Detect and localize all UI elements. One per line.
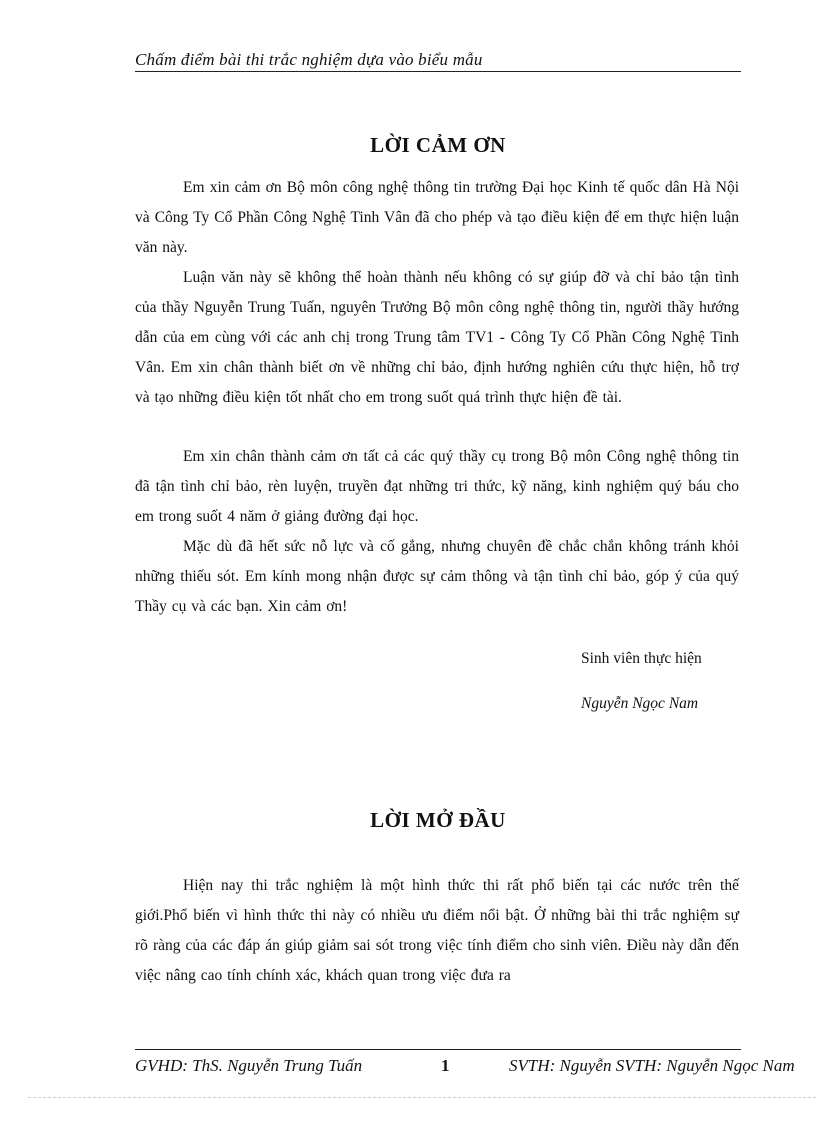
- introduction-paragraph-1: [135, 871, 739, 991]
- introduction-heading: LỜI MỞ ĐẦU: [370, 808, 506, 832]
- acknowledgement-paragraph-4: [135, 532, 739, 622]
- footer-student: SVTH: Nguyễn SVTH: Nguyễn Ngọc Nam: [509, 1056, 795, 1075]
- footer-advisor: GVHD: ThS. Nguyễn Trung Tuấn: [135, 1056, 363, 1075]
- running-header: Chấm điểm bài thi trắc nghiệm dựa vào biểu mẫu: [135, 50, 741, 72]
- paragraph-text: Em xin chân thành cảm ơn tất cả các quý thầy cụ trong Bộ môn Công nghệ thông tin đã tận tình chỉ bảo, rèn luyện, truyền đạt những tri thức, kỹ năng, kinh nghiệm quý báu cho em trong suốt 4 năm ở giảng đường đại học.: [135, 448, 739, 525]
- signature-name: Nguyễn Ngọc Nam: [581, 695, 699, 712]
- paragraph-text: Hiện nay thi trắc nghiệm là một hình thức thi rất phổ biến tại các nước trên thế giới.Phổ biến vì hình thức thi này có nhiều ưu điểm nổi bật. Ở những bài thi trắc nghiệm sự rõ ràng của các đáp án giúp giảm sai sót trong việc tính điểm cho sinh viên. Điều này dẫn đến việc nâng cao tính chính xác, khách quan trong việc đưa ra: [135, 877, 739, 984]
- footer-divider: [135, 1049, 741, 1050]
- paragraph-text: Em xin cảm ơn Bộ môn công nghệ thông tin trường Đại học Kinh tế quốc dân Hà Nội và Công Ty Cổ Phần Công Nghệ Tinh Vân đã cho phép và tạo điều kiện để em thực hiện luận văn này.: [135, 179, 739, 256]
- page-break-divider: [28, 1097, 816, 1098]
- acknowledgement-paragraph-2: [135, 263, 739, 413]
- footer-page-number: 1: [441, 1056, 450, 1075]
- acknowledgement-heading: LỜI CẢM ƠN: [370, 133, 506, 157]
- paragraph-text: Mặc dù đã hết sức nỗ lực và cố gắng, nhưng chuyên đề chắc chắn không tránh khỏi những thiếu sót. Em kính mong nhận được sự cảm thông và tận tình chỉ bảo, góp ý của quý Thầy cụ và các bạn. Xin cảm ơn!: [135, 538, 739, 615]
- acknowledgement-paragraph-1: [135, 173, 739, 263]
- acknowledgement-paragraph-3: [135, 442, 739, 532]
- paragraph-text: Luận văn này sẽ không thể hoàn thành nếu không có sự giúp đỡ và chỉ bảo tận tình của thầy Nguyễn Trung Tuấn, nguyên Trưởng Bộ môn công nghệ thông tin, người thầy hướng dẫn của em cùng với các anh chị trong Trung tâm TV1 - Công Ty Cổ Phần Công Nghệ Tinh Vân. Em xin chân thành biết ơn về những chỉ bảo, định hướng nghiên cứu thực hiện, hỗ trợ và tạo những điều kiện tốt nhất cho em trong suốt quá trình thực hiện đề tài.: [135, 269, 739, 406]
- signature-role: Sinh viên thực hiện: [581, 650, 702, 667]
